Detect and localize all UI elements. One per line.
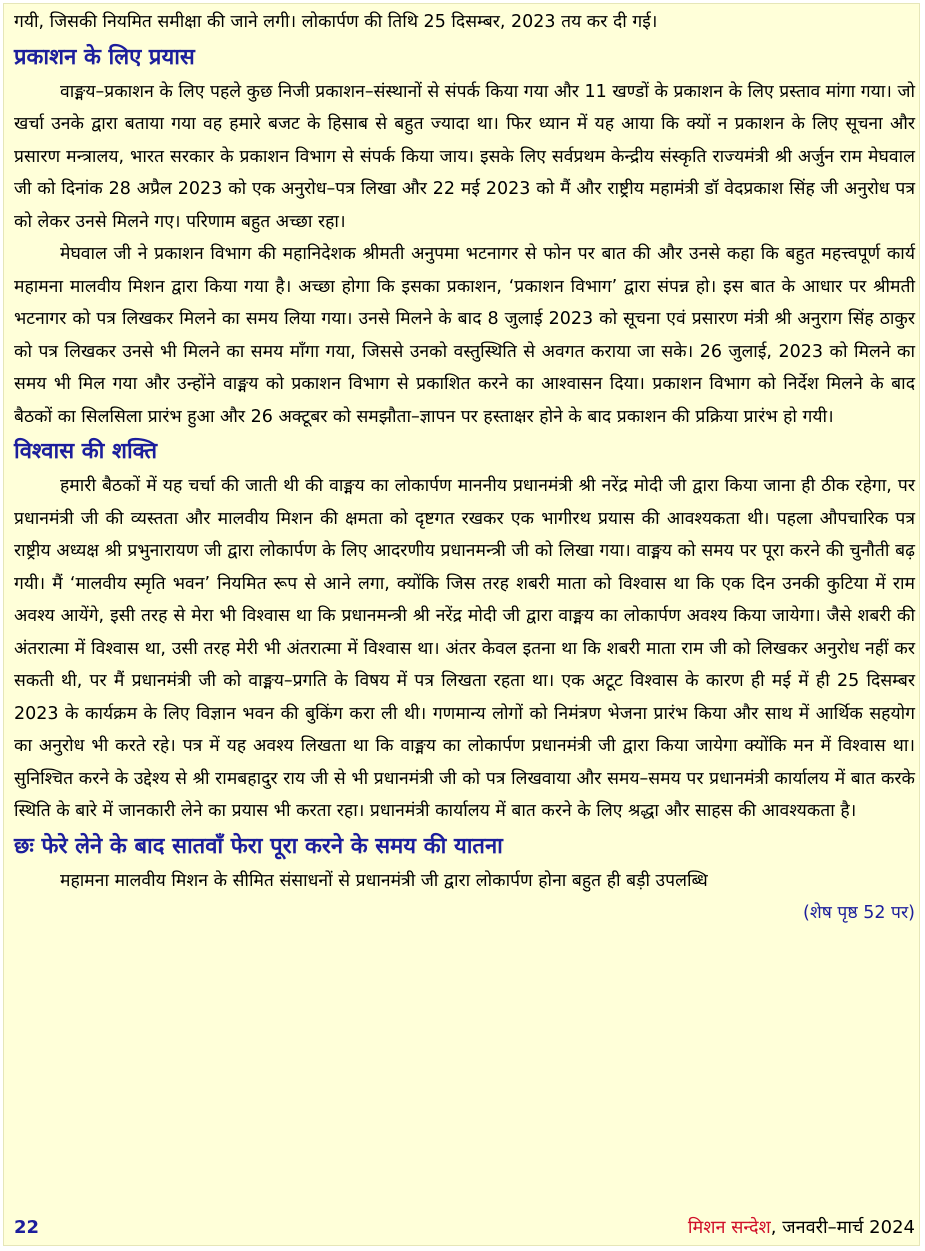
issue-date: , जनवरी–मार्च 2024 [770, 1217, 915, 1238]
page-footer [14, 1212, 915, 1244]
section-heading-publication-efforts: प्रकाशन के लिए प्रयास [14, 44, 195, 70]
paragraph: महामना मालवीय मिशन के सीमित संसाधनों से प्रधानमंत्री जी द्वारा लोकार्पण होना बहुत ही बड़ी उपलब्धि [60, 870, 708, 891]
publication-info [688, 1212, 915, 1244]
article-body [14, 6, 915, 930]
page-number: 22 [14, 1217, 40, 1238]
section-heading-power-of-faith: विश्वास की शक्ति [14, 439, 157, 464]
page [3, 3, 920, 1246]
paragraph: मेघवाल जी ने प्रकाशन विभाग की महानिदेशक श्रीमती अनुपमा भटनागर से फोन पर बात की और उनसे कहा कि बहुत महत्त्वपूर्ण कार्य महामना मालवीय मिशन द्वारा किया गया है। अच्छा होगा कि इसका प्रकाशन, ‘प्रकाशन विभाग’ द्वारा संपन्न हो। इस बात के आधार पर श्रीमती भटनागर को पत्र लिखकर मिलने का समय लिया गया। उनसे मिलने के बाद 8 जुलाई 2023 को सूचना एवं प्रसारण मंत्री श्री अनुराग सिंह ठाकुर को पत्र लिखकर उनसे भी मिलने का समय माँगा गया, जिससे उनको वस्तुस्थिति से अवगत कराया जा सके। 26 जुलाई, 2023 को मिलने का समय भी मिल गया और उन्होंने वाङ्मय को प्रकाशन विभाग से प्रकाशित करने का आश्वासन दिया। प्रकाशन विभाग को निर्देश मिलने के बाद बैठकों का सिलसिला प्रारंभ हुआ और 26 अक्टूबर को समझौता–ज्ञापन पर हस्ताक्षर होने के बाद प्रकाशन की प्रक्रिया प्रारंभ हो गयी। [14, 244, 915, 427]
paragraph: वाङ्मय–प्रकाशन के लिए पहले कुछ निजी प्रकाशन–संस्थानों से संपर्क किया गया और 11 खण्डों के प्रकाशन के लिए प्रस्ताव मांगा गया। जो खर्चा उनके द्वारा बताया गया वह हमारे बजट के हिसाब से बहुत ज्यादा था। फिर ध्यान में यह आया कि क्यों न प्रकाशन के लिए सूचना और प्रसारण मन्त्रालय, भारत सरकार के प्रकाशन विभाग से संपर्क किया जाय। इसके लिए सर्वप्रथम केन्द्रीय संस्कृति राज्यमंत्री श्री अर्जुन राम मेघवाल जी को दिनांक 28 अप्रैल 2023 को एक अनुरोध–पत्र लिखा और 22 मई 2023 को मैं और राष्ट्रीय महामंत्री डॉ वेदप्रकाश सिंह जी अनुरोध पत्र को लेकर उनसे मिलने गए। परिणाम बहुत अच्छा रहा। [14, 81, 915, 232]
paragraph: हमारी बैठकों में यह चर्चा की जाती थी की वाङ्मय का लोकार्पण माननीय प्रधानमंत्री श्री नरेंद्र मोदी जी द्वारा किया जाना ही ठीक रहेगा, पर प्रधानमंत्री जी की व्यस्तता और मालवीय मिशन की क्षमता को दृष्टगत रखकर एक भागीरथ प्रयास की आवश्यकता थी। पहला औपचारिक पत्र राष्ट्रीय अध्यक्ष श्री प्रभुनारायण जी द्वारा लोकार्पण के लिए आदरणीय प्रधानमन्त्री जी को लिखा गया। वाङ्मय को समय पर पूरा करने की चुनौती बढ़ गयी। मैं ‘मालवीय स्मृति भवन’ नियमित रूप से आने लगा, क्योंकि जिस तरह शबरी माता को विश्वास था कि एक दिन उनकी कुटिया में राम अवश्य आयेंगे, इसी तरह से मेरा भी विश्वास था कि प्रधानमन्त्री श्री नरेंद्र मोदी जी द्वारा वाङ्मय का लोकार्पण अवश्य किया जायेगा। जैसे शबरी की अंतरात्मा में विश्वास था, उसी तरह मेरी भी अंतरात्मा में विश्वास था। अंतर केवल इतना था कि शबरी माता राम जी को लिखकर अनुरोध नहीं कर सकती थी, पर मैं प्रधानमंत्री जी को वाङ्मय–प्रगति के विषय में पत्र लिखता रहता था। एक अटूट विश्वास के कारण ही मई में ही 25 दिसम्बर 2023 के कार्यक्रम के लिए विज्ञान भवन की बुकिंग करा ली थी। गणमान्य लोगों को निमंत्रण भेजना प्रारंभ किया और साथ में आर्थिक सहयोग का अनुरोध भी करते रहे। पत्र में यह अवश्य लिखता था कि वाङ्मय का लोकार्पण प्रधानमंत्री जी द्वारा किया जायेगा क्योंकि मन में विश्वास था। सुनिश्चित करने के उद्देश्य से श्री रामबहादुर राय जी से भी प्रधानमंत्री जी को पत्र लिखवाया और समय–समय पर प्रधानमंत्री कार्यालय में बात करके स्थिति के बारे में जानकारी लेने का प्रयास भी करता रहा। प्रधानमंत्री कार्यालय में बात करने के लिए श्रद्धा और साहस की आवश्यकता है। [14, 476, 915, 821]
section-heading-seventh-round: छः फेरे लेने के बाद सातवाँ फेरा पूरा करने के समय की यातना [14, 833, 503, 859]
continued-note: (शेष पृष्ठ 52 पर) [803, 903, 915, 923]
paragraph-continued: गयी, जिसकी नियमित समीक्षा की जाने लगी। लोकार्पण की तिथि 25 दिसम्बर, 2023 तय कर दी गई। [14, 12, 658, 32]
magazine-name: मिशन सन्देश [687, 1217, 771, 1238]
